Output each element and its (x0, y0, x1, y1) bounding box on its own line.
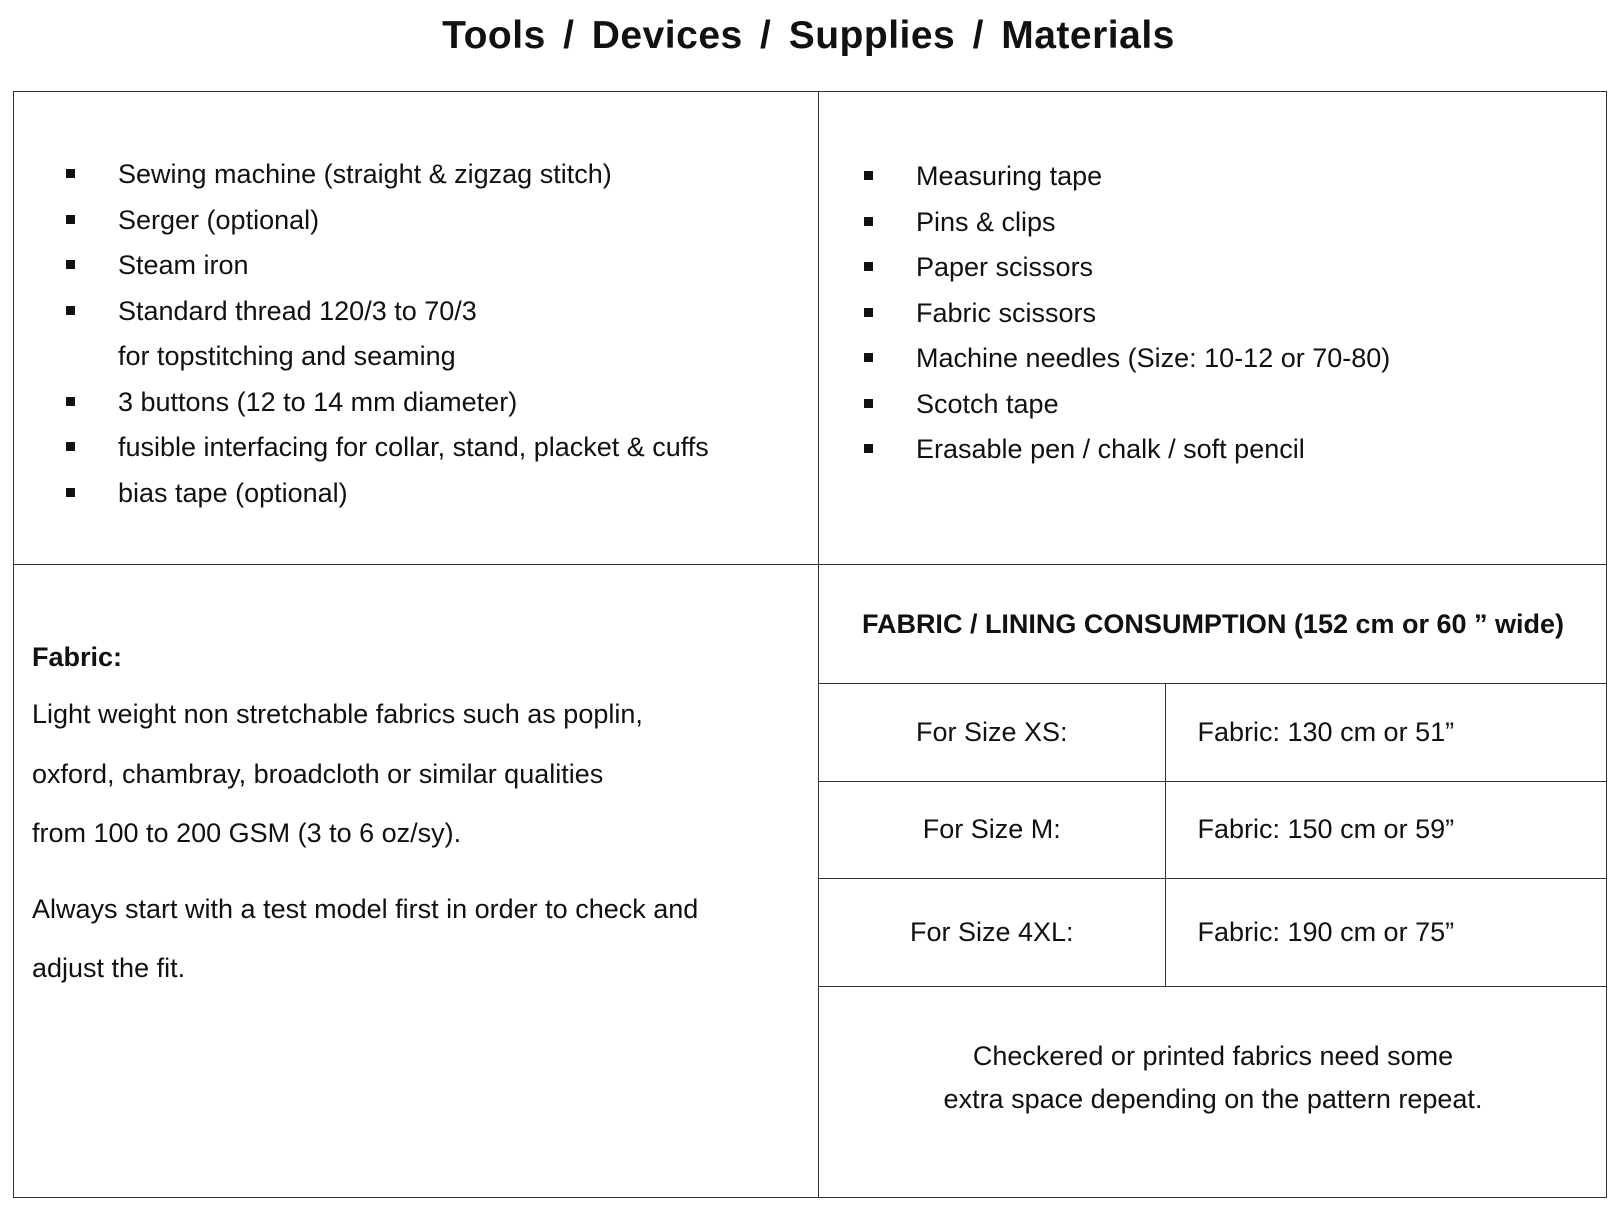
list-item-continuation: for topstitching and seaming (118, 341, 456, 371)
size-cell: For Size 4XL: (819, 878, 1165, 986)
consumption-section (819, 565, 1607, 1198)
size-cell: For Size M: (819, 781, 1165, 878)
list-item: fusible interfacing for collar, stand, placket & cuffs (66, 425, 709, 471)
fabric-note: Always start with a test model first in order to check and adjust the fit. (32, 893, 699, 983)
table-row (819, 684, 1607, 781)
fabric-description: Light weight non stretchable fabrics such as poplin, oxford, chambray, broadcloth or similar qualities from 100 to 200 GSM (3 to 6 oz/sy). (32, 699, 643, 848)
list-item: Sewing machine (straight & zigzag stitch) (66, 152, 709, 198)
table-row (819, 781, 1607, 878)
amount-cell: Fabric: 190 cm or 75” (1165, 878, 1607, 986)
fabric-heading: Fabric: (32, 642, 123, 672)
bullet-square-icon (864, 217, 873, 226)
bullet-square-icon (66, 306, 75, 315)
bullet-square-icon (66, 169, 75, 178)
list-item: Erasable pen / chalk / soft pencil (864, 427, 1390, 473)
list-item: 3 buttons (12 to 14 mm diameter) (66, 380, 709, 426)
list-item: Fabric scissors (864, 291, 1390, 337)
tools-list-right (864, 154, 1390, 473)
bullet-square-icon (66, 215, 75, 224)
amount-cell: Fabric: 150 cm or 59” (1165, 781, 1607, 878)
bullet-square-icon (864, 262, 873, 271)
bullet-square-icon (66, 397, 75, 406)
list-item: bias tape (optional) (66, 471, 709, 517)
bullet-square-icon (864, 353, 873, 362)
bullet-square-icon (66, 488, 75, 497)
content-frame (13, 91, 1607, 1198)
amount-cell: Fabric: 130 cm or 51” (1165, 684, 1607, 781)
bullet-square-icon (864, 444, 873, 453)
list-item: Standard thread 120/3 to 70/3 (66, 289, 709, 335)
bullet-square-icon (66, 442, 75, 451)
list-item: Serger (optional) (66, 198, 709, 244)
bullet-square-icon (66, 260, 75, 269)
list-item: Scotch tape (864, 382, 1390, 428)
list-item: Steam iron (66, 243, 709, 289)
size-cell: For Size XS: (819, 684, 1165, 781)
consumption-title: FABRIC / LINING CONSUMPTION (152 cm or 60 ” wide) (819, 565, 1607, 684)
bullet-square-icon (864, 171, 873, 180)
bullet-square-icon (864, 308, 873, 317)
page-title: Tools / Devices / Supplies / Materials (442, 14, 1175, 57)
list-item: Paper scissors (864, 245, 1390, 291)
consumption-footnote: Checkered or printed fabrics need some extra space depending on the pattern repeat. (943, 1041, 1483, 1114)
list-item: Machine needles (Size: 10-12 or 70-80) (864, 336, 1390, 382)
bullet-square-icon (864, 399, 873, 408)
list-item: Pins & clips (864, 200, 1390, 246)
fabric-section (32, 637, 812, 999)
table-row (819, 878, 1607, 986)
list-item: Measuring tape (864, 154, 1390, 200)
consumption-table (819, 684, 1607, 987)
tools-list-left (66, 152, 709, 516)
